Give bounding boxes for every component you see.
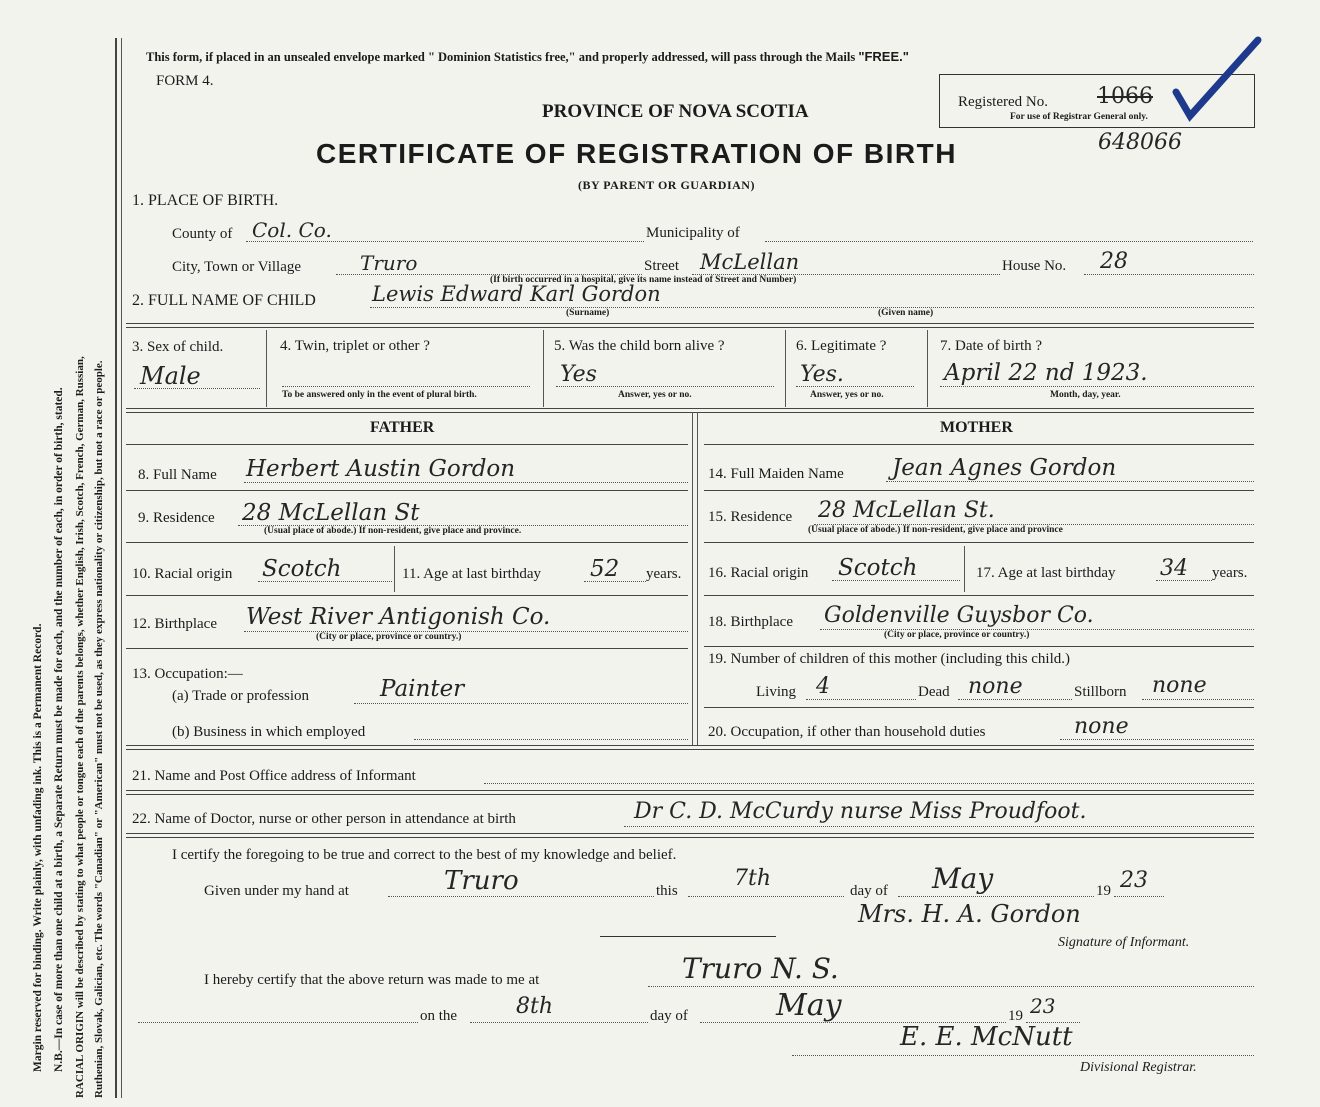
father-trade-label: (a) Trade or profession [172, 688, 310, 704]
checkmark-icon [1170, 36, 1265, 122]
dob-note: Month, day, year. [1050, 390, 1121, 400]
father-occupation-label: 13. Occupation:— [132, 666, 243, 682]
street-value: McLellan [700, 250, 800, 274]
hospital-note: (If birth occurred in a hospital, give its name instead of Street and Number) [490, 275, 797, 285]
father-racial-label: 10. Racial origin [132, 566, 233, 582]
place-heading: 1. PLACE OF BIRTH. [132, 192, 279, 209]
this-value: 7th [734, 866, 772, 891]
page-subtitle: (BY PARENT OR GUARDIAN) [578, 178, 755, 192]
stamp-number: 648066 [1098, 130, 1182, 155]
doctor-value: Dr C. D. McCurdy nurse Miss Proudfoot. [634, 799, 1087, 824]
mother-occupation-value: none [1074, 714, 1129, 739]
province-heading: PROVINCE OF NOVA SCOTIA [542, 101, 809, 122]
father-birthplace-label: 12. Birthplace [132, 616, 217, 632]
child-name-label: 2. FULL NAME OF CHILD [132, 292, 316, 309]
municipality-label: Municipality of [646, 225, 740, 241]
mother-birthplace-label: 18. Birthplace [708, 614, 793, 630]
stillborn-value: none [1152, 673, 1207, 698]
margin-note-racial-2: Ruthenian, Slovak, Galician, etc. The words "Canadian" or "American" must not be used, as they express nationality or citizenship, but not a race or people. [93, 360, 105, 1098]
father-age-value: 52 [590, 556, 620, 582]
mother-name-value: Jean Agnes Gordon [892, 455, 1117, 481]
registrar-signature-label: Divisional Registrar. [1080, 1060, 1197, 1075]
legitimate-label: 6. Legitimate ? [796, 338, 887, 354]
county-value: Col. Co. [252, 218, 332, 242]
surname-note: (Surname) [566, 308, 610, 318]
dead-value: none [968, 674, 1023, 699]
mother-name-label: 14. Full Maiden Name [708, 466, 844, 482]
mother-racial-label: 16. Racial origin [708, 565, 809, 581]
registrar-general-note: For use of Registrar General only. [1010, 112, 1148, 122]
informant-signature: Mrs. H. A. Gordon [858, 900, 1081, 928]
living-value: 4 [816, 674, 830, 699]
father-residence-label: 9. Residence [138, 510, 215, 526]
house-value: 28 [1100, 249, 1128, 274]
registrar-signature: E. E. McNutt [900, 1022, 1073, 1052]
margin-note-binding: Margin reserved for binding. Write plainly, with unfading ink. This is a Permanent Record. [32, 623, 44, 1072]
father-residence-value: 28 McLellan St [242, 500, 420, 526]
mother-residence-value: 28 McLellan St. [818, 498, 995, 523]
legitimate-value: Yes. [800, 362, 844, 387]
county-label: County of [172, 226, 233, 242]
father-birthplace-value: West River Antigonish Co. [246, 604, 551, 630]
margin-note-nb: N.B.—In case of more than one child at a birth, a Separate Return must be made for each, and the number of each, in order of birth, stated. [53, 387, 65, 1072]
father-trade-value: Painter [380, 676, 465, 702]
father-birthplace-note: (City or place, province or country.) [316, 632, 462, 642]
informant-label: 21. Name and Post Office address of Informant [132, 768, 416, 784]
alive-label: 5. Was the child born alive ? [554, 338, 725, 354]
mother-racial-value: Scotch [838, 555, 918, 581]
this-label: this [656, 883, 678, 899]
mother-birthplace-value: Goldenville Guysbor Co. [824, 603, 1094, 628]
father-racial-value: Scotch [262, 556, 342, 582]
twin-note: To be answered only in the event of plural birth. [282, 390, 477, 400]
form-number: FORM 4. [156, 73, 214, 89]
city-label: City, Town or Village [172, 259, 302, 275]
father-age-label: 11. Age at last birthday [402, 566, 541, 582]
year-value: 23 [1120, 868, 1148, 893]
mother-birthplace-note: (City or place, province or country.) [884, 630, 1030, 640]
on-label: on the [420, 1008, 458, 1024]
registrar-month-value: May [776, 988, 842, 1023]
registrar-year-prefix: 19 [1008, 1008, 1023, 1024]
mother-residence-note: (Usual place of abode.) If non-resident, give place and province [808, 525, 1063, 535]
mother-children-label: 19. Number of children of this mother (including this child.) [708, 651, 1071, 667]
registrar-statement: I hereby certify that the above return was made to me at [204, 972, 540, 988]
alive-note: Answer, yes or no. [618, 390, 692, 400]
dead-label: Dead [918, 684, 950, 700]
registrar-dayof-label: day of [650, 1008, 688, 1024]
city-value: Truro [360, 251, 418, 275]
father-business-label: (b) Business in which employed [172, 724, 366, 740]
father-residence-note: (Usual place of abode.) If non-resident, give place and province. [264, 526, 522, 536]
registered-label: Registered No. [958, 94, 1048, 110]
street-label: Street [644, 258, 679, 274]
mother-age-value: 34 [1160, 556, 1188, 581]
year-prefix: 19 [1096, 883, 1111, 899]
given-label: Given under my hand at [204, 883, 349, 899]
certify-statement: I certify the foregoing to be true and correct to the best of my knowledge and belief. [172, 847, 677, 863]
legitimate-note: Answer, yes or no. [810, 390, 884, 400]
alive-value: Yes [560, 362, 597, 387]
given-place-value: Truro [444, 866, 519, 896]
dob-value: April 22 nd 1923. [944, 360, 1148, 386]
mail-notice: This form, if placed in an unsealed envelope marked " Dominion Statistics free," and properly addressed, will pass through the Mails "FREE." [146, 49, 909, 64]
month-value: May [932, 862, 994, 895]
sex-value: Male [140, 362, 201, 390]
mother-age-unit: years. [1212, 565, 1248, 581]
dob-label: 7. Date of birth ? [940, 338, 1043, 354]
father-name-value: Herbert Austin Gordon [246, 456, 516, 482]
mother-age-label: 17. Age at last birthday [976, 565, 1116, 581]
registered-number: 1066 [1097, 84, 1153, 109]
given-name-note: (Given name) [878, 308, 934, 318]
on-value: 8th [516, 994, 554, 1019]
mother-occupation-label: 20. Occupation, if other than household duties [708, 724, 986, 740]
margin-note-racial: RACIAL ORIGIN will be described by stating to what people or tongue each of the parents belongs, whether English, Irish, Scotch, French, German, Russian, [74, 356, 86, 1098]
informant-signature-label: Signature of Informant. [1058, 935, 1190, 950]
house-label: House No. [1002, 258, 1067, 274]
binding-line [115, 38, 117, 1098]
father-age-unit: years. [646, 566, 682, 582]
binding-line-2 [121, 38, 122, 1098]
registrar-year-value: 23 [1030, 994, 1056, 1018]
twin-label: 4. Twin, triplet or other ? [280, 338, 430, 354]
dayof-label: day of [850, 883, 888, 899]
father-heading: FATHER [370, 419, 435, 436]
mother-heading: MOTHER [940, 419, 1013, 436]
mother-residence-label: 15. Residence [708, 509, 793, 525]
sex-label: 3. Sex of child. [132, 339, 224, 355]
page-title: CERTIFICATE OF REGISTRATION OF BIRTH [316, 138, 957, 169]
doctor-label: 22. Name of Doctor, nurse or other person in attendance at birth [132, 811, 516, 827]
stillborn-label: Stillborn [1074, 684, 1127, 700]
father-name-label: 8. Full Name [138, 467, 217, 483]
registrar-place-value: Truro N. S. [682, 952, 839, 985]
child-name-value: Lewis Edward Karl Gordon [372, 282, 661, 306]
living-label: Living [756, 684, 796, 700]
